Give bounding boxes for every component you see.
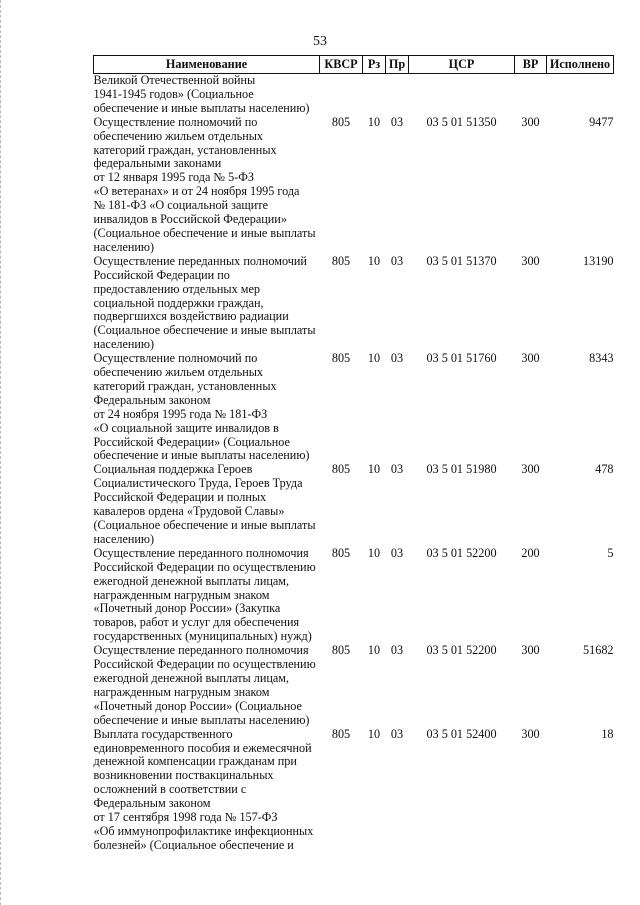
name-line: Социальная поддержка Героев bbox=[93, 462, 253, 477]
name-line: Осуществление полномочий по bbox=[93, 351, 258, 366]
cell-kvsr: 805 bbox=[331, 351, 351, 366]
table-row bbox=[94, 463, 614, 546]
cell-vr: 300 bbox=[521, 351, 540, 366]
column-header-rz: Рз bbox=[363, 56, 386, 74]
name-line: товаров, работ и услуг для обеспечения bbox=[93, 615, 300, 630]
name-line: ежегодной денежной выплаты лицам, bbox=[93, 670, 290, 685]
cell-name bbox=[94, 644, 320, 727]
name-line: кавалеров ордена «Трудовой Славы» bbox=[93, 504, 285, 519]
cell-name bbox=[94, 463, 320, 546]
cell-rz: 10 bbox=[367, 462, 381, 477]
name-line: ежегодной денежной выплаты лицам, bbox=[93, 573, 290, 588]
name-line: Великой Отечественной войны bbox=[93, 73, 256, 87]
name-line: обеспечение и иные выплаты населению) bbox=[93, 448, 310, 463]
name-line: населению) bbox=[93, 531, 155, 546]
cell-vr: 300 bbox=[521, 114, 540, 129]
cell-kvsr: 805 bbox=[331, 545, 351, 560]
cell-csr bbox=[409, 74, 515, 116]
table-header-row bbox=[94, 56, 614, 74]
name-line: от 24 ноября 1995 года № 181-ФЗ bbox=[93, 406, 268, 421]
name-line: болезней» (Социальное обеспечение и bbox=[93, 837, 294, 852]
column-header-csr: ЦСР bbox=[409, 56, 515, 74]
cell-pr: 03 bbox=[390, 462, 404, 477]
name-line: от 17 сентября 1998 года № 157-ФЗ bbox=[93, 810, 278, 825]
table-row bbox=[94, 644, 614, 727]
cell-kvsr: 805 bbox=[331, 643, 351, 658]
name-line: социальной поддержки граждан, bbox=[93, 295, 264, 310]
cell-rz: 10 bbox=[367, 114, 381, 129]
cell-kvsr: 805 bbox=[331, 114, 351, 129]
name-line: категорий граждан, установленных bbox=[93, 378, 277, 393]
name-line: Осуществление полномочий по bbox=[93, 114, 258, 129]
cell-vr: 300 bbox=[521, 462, 540, 477]
name-line: Российской Федерации по bbox=[93, 267, 230, 282]
cell-amount bbox=[547, 74, 614, 116]
cell-kvsr: 805 bbox=[331, 253, 351, 268]
name-line: «О социальной защите инвалидов в bbox=[93, 420, 279, 435]
cell-name bbox=[94, 116, 320, 255]
name-line: Российской Федерации» (Социальное bbox=[93, 434, 290, 449]
cell-vr: 200 bbox=[521, 545, 540, 560]
cell-name bbox=[94, 547, 320, 644]
column-header-pr: Пр bbox=[386, 56, 409, 74]
cell-rz: 10 bbox=[367, 726, 381, 741]
cell-vr: 300 bbox=[521, 643, 540, 658]
cell-name bbox=[94, 255, 320, 352]
name-line: населению) bbox=[93, 239, 155, 254]
name-line: (Социальное обеспечение и иные выплаты bbox=[93, 518, 316, 532]
table-row bbox=[94, 352, 614, 463]
name-line: Осуществление переданного полномочия bbox=[93, 643, 309, 658]
table-body bbox=[94, 74, 614, 853]
name-line: инвалидов в Российской Федерации» bbox=[93, 212, 287, 227]
cell-csr: 03 5 01 51980 bbox=[426, 462, 497, 477]
name-line: «Почетный донор России» (Социальное bbox=[93, 698, 302, 713]
budget-table bbox=[93, 55, 614, 853]
cell-amount: 13190 bbox=[583, 253, 614, 268]
name-line: 1941-1945 годов» (Социальное bbox=[93, 86, 254, 101]
cell-pr bbox=[386, 74, 409, 116]
column-header-kvsr: КВСР bbox=[320, 56, 363, 74]
name-line: единовременного пособия и ежемесячной bbox=[93, 740, 312, 755]
name-line: от 12 января 1995 года № 5-ФЗ bbox=[93, 170, 254, 185]
cell-csr: 03 5 01 51370 bbox=[426, 253, 497, 268]
name-line: Выплата государственного bbox=[93, 726, 233, 741]
name-line: (Социальное обеспечение и иные выплаты bbox=[93, 323, 316, 338]
cell-vr bbox=[515, 74, 547, 116]
cell-amount: 8343 bbox=[589, 351, 614, 366]
name-line: Осуществление переданных полномочий bbox=[93, 253, 307, 268]
name-line: категорий граждан, установленных bbox=[93, 142, 277, 157]
cell-rz: 10 bbox=[367, 351, 381, 366]
cell-amount: 478 bbox=[595, 462, 614, 477]
table-row bbox=[94, 116, 614, 255]
name-line: Российской Федерации и полных bbox=[93, 490, 267, 505]
table-row bbox=[94, 74, 614, 116]
cell-vr: 300 bbox=[521, 253, 540, 268]
name-line: Осуществление переданного полномочия bbox=[93, 545, 309, 560]
name-line: награжденным нагрудным знаком bbox=[93, 587, 270, 602]
cell-rz: 10 bbox=[367, 643, 381, 658]
cell-rz bbox=[363, 74, 386, 116]
name-line: подвергшихся воздействию радиации bbox=[93, 309, 289, 324]
cell-rz: 10 bbox=[367, 253, 381, 268]
cell-pr: 03 bbox=[390, 114, 404, 129]
name-line: награжденным нагрудным знаком bbox=[93, 684, 270, 699]
cell-amount: 5 bbox=[607, 545, 614, 560]
cell-csr: 03 5 01 51760 bbox=[426, 351, 497, 366]
name-line: денежной компенсации гражданам при bbox=[93, 754, 297, 769]
scan-edge bbox=[0, 0, 4, 905]
name-line: (Социальное обеспечение и иные выплаты bbox=[93, 225, 316, 240]
cell-name bbox=[94, 352, 320, 463]
name-line: «О ветеранах» и от 24 ноября 1995 года bbox=[93, 184, 300, 199]
name-line: возникновении поствакцинальных bbox=[93, 768, 274, 783]
table-row bbox=[94, 547, 614, 644]
name-line: федеральными законами bbox=[93, 156, 222, 171]
column-header-vr: ВР bbox=[515, 56, 547, 74]
name-line: Федеральным законом bbox=[93, 392, 211, 407]
cell-kvsr: 805 bbox=[331, 726, 351, 741]
cell-vr: 300 bbox=[521, 726, 540, 741]
name-line: обеспечению жильем отдельных bbox=[93, 128, 264, 143]
name-line: Социалистического Труда, Героев Труда bbox=[93, 476, 303, 491]
cell-csr: 03 5 01 52200 bbox=[426, 545, 497, 560]
cell-name bbox=[94, 74, 320, 116]
cell-csr: 03 5 01 51350 bbox=[426, 114, 497, 129]
column-header-name: Наименование bbox=[94, 56, 320, 74]
table-row bbox=[94, 728, 614, 853]
name-line: Федеральным законом bbox=[93, 796, 211, 811]
table-row bbox=[94, 255, 614, 352]
cell-name bbox=[94, 728, 320, 853]
page-number: 53 bbox=[313, 34, 327, 49]
name-line: населению) bbox=[93, 337, 155, 352]
cell-pr: 03 bbox=[390, 643, 404, 658]
name-line: осложнений в соответствии с bbox=[93, 782, 247, 797]
cell-csr: 03 5 01 52400 bbox=[426, 726, 497, 741]
name-line: предоставлению отдельных мер bbox=[93, 281, 260, 296]
cell-pr: 03 bbox=[390, 351, 404, 366]
cell-kvsr bbox=[320, 74, 363, 116]
cell-kvsr: 805 bbox=[331, 462, 351, 477]
cell-csr: 03 5 01 52200 bbox=[426, 643, 497, 658]
name-line: «Об иммунопрофилактике инфекционных bbox=[93, 823, 314, 838]
cell-amount: 51682 bbox=[583, 643, 614, 658]
name-line: № 181-ФЗ «О социальной защите bbox=[93, 198, 268, 213]
cell-pr: 03 bbox=[390, 545, 404, 560]
cell-pr: 03 bbox=[390, 253, 404, 268]
name-line: обеспечение и иные выплаты населению) bbox=[93, 100, 310, 115]
cell-pr: 03 bbox=[390, 726, 404, 741]
cell-amount: 9477 bbox=[589, 114, 614, 129]
cell-rz: 10 bbox=[367, 545, 381, 560]
name-line: «Почетный донор России» (Закупка bbox=[93, 601, 281, 616]
column-header-amount: Исполнено bbox=[547, 56, 614, 74]
name-line: государственных (муниципальных) нужд) bbox=[93, 629, 312, 644]
name-line: Российской Федерации по осуществлению bbox=[93, 657, 316, 672]
name-line: обеспечение и иные выплаты населению) bbox=[93, 712, 310, 727]
name-line: Российской Федерации по осуществлению bbox=[93, 559, 316, 574]
name-line: обеспечению жильем отдельных bbox=[93, 365, 264, 380]
cell-amount: 18 bbox=[601, 726, 614, 741]
